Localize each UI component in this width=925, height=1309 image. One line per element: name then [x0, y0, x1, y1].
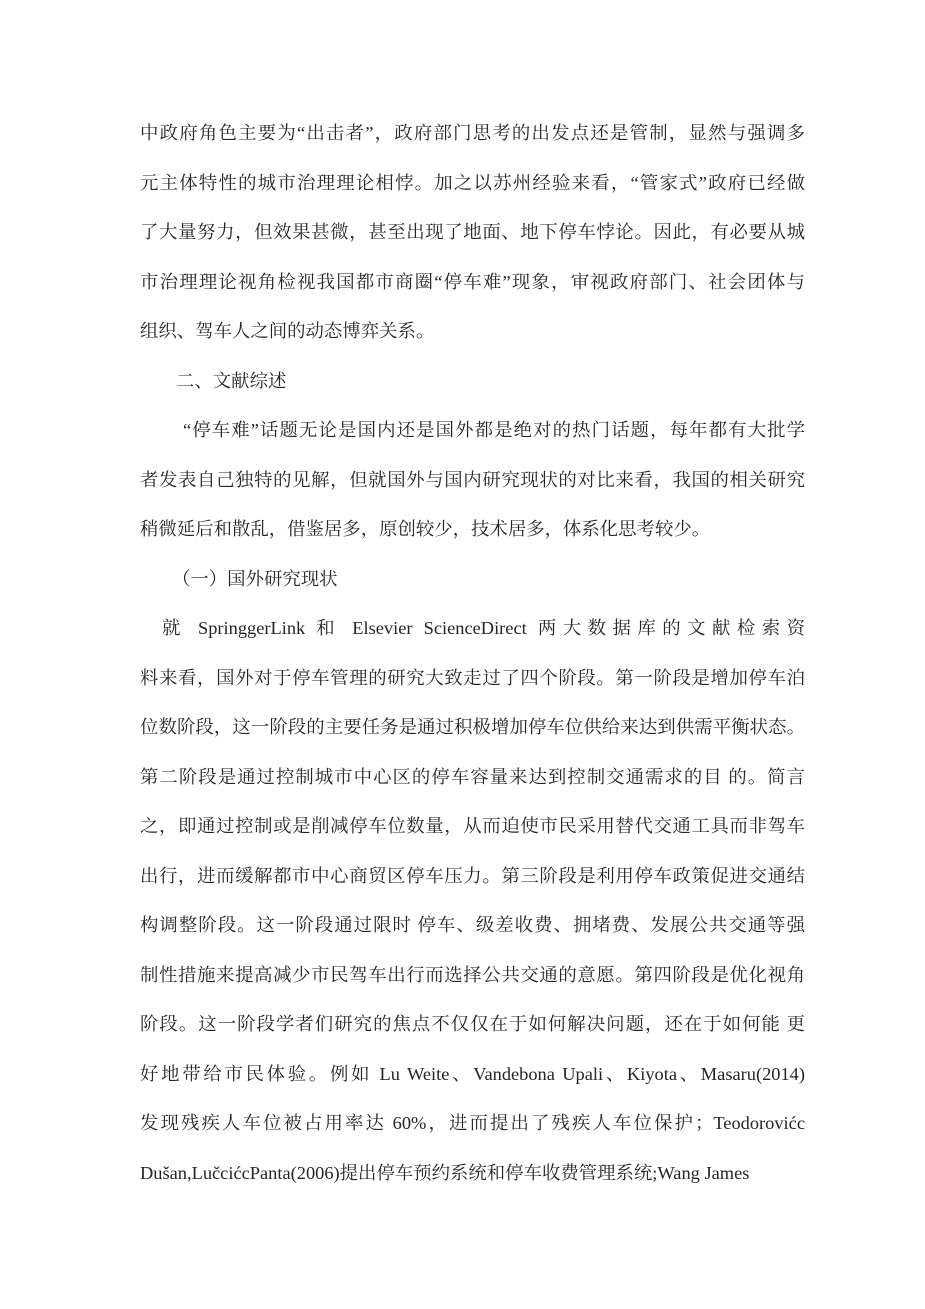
paragraph-line: 就 SpringgerLink 和 Elsevier ScienceDirect 两大数据库的文献检索资	[162, 618, 805, 638]
paragraph-continuation-line: 了大量努力，但效果甚微，甚至出现了地面、地下停车悖论。因此，有必要从城	[140, 222, 805, 242]
heading-subsection-line: （一）国外研究现状	[172, 568, 338, 589]
paragraph-line: 发现残疾人车位被占用率达 60%，进而提出了残疾人车位保护；Teodorovićc	[140, 1113, 805, 1133]
paragraph-line: 之，即通过控制或是削减停车位数量，从而迫使市民采用替代交通工具而非驾车	[140, 816, 805, 836]
paragraph-continuation-line: 市治理理论视角检视我国都市商圈“停车难”现象，审视政府部门、社会团体与	[140, 271, 805, 292]
heading-section-line: 二、文献综述	[176, 370, 287, 391]
paragraph-line: Dušan,LučcićcPanta(2006)提出停车预约系统和停车收费管理系统;Wang James	[140, 1162, 750, 1183]
paragraph-continuation-line: 组织、驾车人之间的动态博弈关系。	[140, 321, 435, 341]
paragraph-continuation-line: 元主体特性的城市治理理论相悖。加之以苏州经验来看，“管家式”政府已经做	[140, 172, 805, 193]
paragraph-continuation-line: 中政府角色主要为“出击者”，政府部门思考的出发点还是管制，显然与强调多	[140, 123, 805, 143]
paragraph-line: 位数阶段，这一阶段的主要任务是通过积极增加停车位供给来达到供需平衡状态。	[140, 717, 805, 737]
paragraph-line: 出行，进而缓解都市中心商贸区停车压力。第三阶段是利用停车政策促进交通结	[140, 865, 805, 886]
paragraph-line: 者发表自己独特的见解，但就国外与国内研究现状的对比来看，我国的相关研究	[140, 469, 805, 490]
paragraph-line: 料来看，国外对于停车管理的研究大致走过了四个阶段。第一阶段是增加停车泊	[140, 667, 805, 688]
paragraph-line: 好地带给市民体验。例如 Lu Weite、Vandebona Upali、Kiyota、Masaru(2014)	[140, 1063, 805, 1084]
paragraph-line: 阶段。这一阶段学者们研究的焦点不仅仅在于如何解决问题，还在于如何能 更	[140, 1014, 805, 1034]
paragraph-line: 稍微延后和散乱，借鉴居多，原创较少，技术居多，体系化思考较少。	[140, 519, 711, 539]
paragraph-line: “停车难”话题无论是国内还是国外都是绝对的热门话题，每年都有大批学	[183, 420, 805, 440]
paragraph-line: 制性措施来提高减少市民驾车出行而选择公共交通的意愿。第四阶段是优化视角	[140, 964, 805, 985]
paragraph-line: 构调整阶段。这一阶段通过限时 停车、级差收费、拥堵费、发展公共交通等强	[140, 915, 805, 935]
document-body	[140, 109, 805, 1198]
paragraph-line: 第二阶段是通过控制城市中心区的停车容量来达到控制交通需求的目 的。简言	[140, 766, 805, 787]
